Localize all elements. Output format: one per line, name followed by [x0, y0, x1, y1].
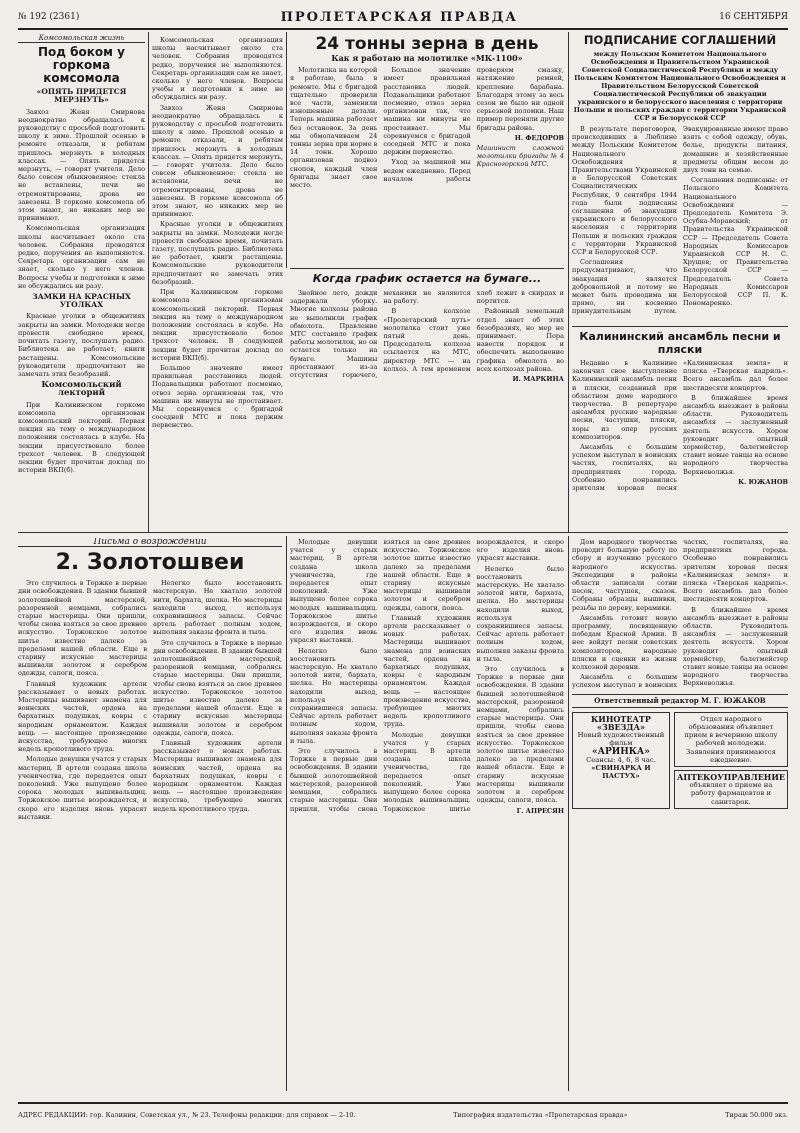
letters-cont4: Главный художник артели рассказывает о новых работах. Мастерицы вышивают знамена для воинских частей, ордена на бархатных подушках, ковры с народным орнаментом. Каждая вещь — настоящее произведение искусства, требующее многих недель кропотливого труда.: [383, 613, 471, 729]
letters-cont2: Нелегко было восстановить мастерскую. Не хватало золотой нити, бархата, шелка. Но мастерицы находили выход, используя сохранившиеся запасы. Сейчас артель работает полным ходом, выполняя заказы фронта и тыла.: [290, 646, 378, 745]
komsomol-cont-text2: Завхоз Женя Смирнова неоднократно обращалась к руководству с просьбой подготовить школу к зиме. Прошлой осенью в ремонте отказали, и ребятам пришлось мерзнуть в холодных классах. — Опять придется мерзнуть, — говорят учителя. Дело было совсем обыкновенное: стекла не вставлены, печи не отремонтированы, дрова не завезены. В горкоме комсомола об этом знают, но никаких мер не принимают.: [152, 103, 283, 219]
graph-text1: Знойное лето, дожди задержали уборку. Многие колхозы района не выполнили график обмолота. Правление МТС составило график работы молотилок, но он остается только на бумаге. Машины простаивают из-за отсутствия горючего, механики не являются на работу.: [290, 289, 471, 380]
letters-cont1: Молодые девушки учатся у старых мастериц. В артели создана школа ученичества, где передается опыт поколений. Уже выпущено более сорока молодых вышивальщиц. Торжокское шитье возрождается, и скоро его изделия вновь украсят выставки.: [290, 538, 378, 645]
grain-article: [290, 34, 564, 266]
cinema-ad: [572, 712, 670, 809]
graph-text3: Районный земельный отдел знает об этих безобразиях, но мер не принимает. Пора навести порядок и обеспечить выполнение графика обмолота во всех колхозах района.: [476, 307, 564, 373]
letters-signature: Г. АПРЕСЯН: [516, 806, 564, 815]
komsomol-cont-text: Комсомольская организация школы насчитывает около ста человек. Собрания проводятся редко, поручения не выполняются. Секретарь организации сам не знает, сколько у него членов. Вопросы учебы и подготовки к зиме не обсуждались ни разу.: [152, 36, 283, 102]
komsomol-cont-text5: Большое значение имеет правильная расстановка людей. Подавальщики работают посменно, отвоз зерна организован так, что машина ни минуты не простаивает. Мы соревнуемся с бригадой соседней МТС и пока держим первенство.: [152, 363, 283, 430]
grain-text3: Уход за машиной мы ведем ежедневно. Перед началом работы проверяем смазку, натяжение ремней, крепление барабана. Благодаря этому за весь сезон не было ни одной серьезной поломки. Наш пример переняли другие бригады района.: [383, 66, 564, 183]
ensemble-headline: Калининский ансамбль песни и пляски: [579, 330, 781, 356]
letters-cont5: Молодые девушки учатся у старых мастериц. В артели создана школа ученичества, где передается опыт поколений. Уже выпущено более сорока молодых вышивальщиц. Торжокское шитье возрождается, и скоро его изделия вновь украсят выставки.: [383, 538, 564, 813]
right-lower-text3: Ансамбль с большим успехом выступал в воинских частях, госпиталях, на предприятиях города. Особенно понравились зрителям хоровая песня «Калининская земля» и пляска «Тверская кадриль». Всего ансамбль дал более шестидесяти концертов.: [572, 538, 788, 690]
footer: [18, 1102, 788, 1126]
issue-date: 16 СЕНТЯБРЯ: [719, 12, 788, 22]
komsomol-kicker: Комсомольская жизнь: [18, 34, 145, 43]
komsomol-text2: Комсомольская организация школы насчитывает около ста человек. Собрания проводятся редко, поручения не выполняются. Секретарь организации сам не знает, сколько у него членов. Вопросы учебы и подготовки к зиме не обсуждались ни разу.: [18, 224, 145, 290]
right-lower-text4: В ближайшее время ансамбль выезжает в районы области. Руководитель ансамбля — заслуженный деятель искусств. Хором руководит опытный хормейстер, балетмейстер ставит новые танцы на основе народного творчества Верхневолжья.: [683, 605, 788, 688]
agreement-text2: Соглашения предусматривают, что эвакуация является добровольной и потому не может быть проводима ни прямо, ни косвенно принудительным путем. Эвакуированные имеют право взять с собой одежду, обувь, белье, продукты питания, домашние и хозяйственные предметы общим весом до двух тонн на семью.: [572, 125, 788, 316]
cinema-title: КИНОТЕАТР «ЗВЕЗДА»: [591, 713, 651, 733]
newspaper-title: ПРОЛЕТАРСКАЯ ПРАВДА: [280, 9, 518, 25]
cinema-film2: «СВИНАРКА И ПАСТУХ»: [591, 764, 651, 781]
komsomol-article: [18, 34, 145, 530]
notice-ad: [674, 712, 788, 767]
right-lower: [572, 538, 788, 1090]
right-lower-text1: Дом народного творчества проводит большую работу по сбору и изучению русского народного искусства. Экспедиции в районы области записали сотни песен, частушек, сказок. Собраны образцы вышивки, резьбы по дереву, керамики.: [572, 538, 677, 612]
agreement-lead: между Польским Комитетом Национального Освобождения и Правительством Украинской Советской Социалистической Республики и между Польским Комитетом Национального Освобождения и Правительством Белорусской Советской Социалистической Республики об эвакуации украинского и белорусского населения с территории Польши и польских граждан с территории Украинской ССР и Белорусской ССР: [573, 50, 787, 122]
letters-text-more: Это случилось в Торжке в первые дни освобождения. В здании бывшей золотошвейной мастерской, разоренной немцами, собрались старые мастерицы. Они пришли, чтобы снова взяться за свое древнее искусство. Торжокское золотое шитье известно далеко за пределами нашей области. Еще в старину искусные мастерицы вышивали золотом и серебром одежды, сапоги, пояса.: [153, 638, 282, 737]
ensemble-signature: К. ЮЖАНОВ: [738, 477, 788, 486]
letters-kicker: Письма о возрождении: [18, 538, 282, 547]
ensemble-text1: Недавно в Калинине закончил свое выступление Калининский ансамбль песни и пляски, созданный при областном доме народного творчества. В репертуаре ансамбля русские народные песни, частушки, пляски, хоры из опер русских композиторов.: [572, 359, 677, 441]
komsomol-cont-text3: Красные уголки в общежитиях закрыты на замки. Молодежи негде провести свободное время, почитать газету, послушать радио. Библиотека не работает, книги растащены. Комсомольские руководители предпочитают не замечать этих безобразий.: [152, 220, 283, 286]
letters-article: [18, 538, 282, 1090]
letters-text2: Главный художник артели рассказывает о новых работах. Мастерицы вышивают знамена для воинских частей, ордена на бархатных подушках, ковры с народным орнаментом. Каждая вещь — настоящее произведение искусства, требующее многих недель кропотливого труда.: [18, 679, 147, 754]
grain-subheadline: Как я работаю на молотилке «МК-1100»: [331, 53, 523, 63]
komsomol-sub3: Комсомольский лекторий: [41, 380, 122, 399]
komsomol-text1: Завхоз Женя Смирнова неоднократно обращалась к руководству с просьбой подготовить школу к зиме. Прошлой осенью в ремонте отказали, и ребятам пришлось мерзнуть в холодных классах. — Опять придется мерзнуть, — говорят учителя. Дело было совсем обыкновенное: стекла не вставлены, печи не отремонтированы, дрова не завезены. В горкоме комсомола об этом знают, но никаких мер не принимают.: [18, 107, 145, 223]
agreement-headline: ПОДПИСАНИЕ СОГЛАШЕНИЙ: [583, 34, 777, 47]
letters-text3: Молодые девушки учатся у старых мастериц. В артели создана школа ученичества, где передается опыт поколений. Уже выпущено более сорока молодых вышивальщиц. Торжокское шитье возрождается, и скоро его изделия вновь украсят выставки.: [18, 755, 147, 821]
agreement-article: [572, 34, 788, 324]
graph-signature: И. МАРКИНА: [512, 375, 564, 384]
ensemble-text3: В ближайшее время ансамбль выезжает в районы области. Руководитель ансамбля — заслуженный деятель искусств. Хором руководит опытный хормейстер, балетмейстер ставит новые танцы на основе народного творчества Верхневолжья.: [683, 393, 788, 476]
komsomol-headline: Под боком у горкома комсомола: [38, 45, 125, 86]
graph-article: [290, 272, 564, 530]
letters-cont6: Нелегко было восстановить мастерскую. Не хватало золотой нити, бархата, шелка. Но мастерицы находили выход, используя сохранившиеся запасы. Сейчас артель работает полным ходом, выполняя заказы фронта и тыла.: [476, 564, 564, 663]
footer-circulation: Тираж 50.000 экз.: [725, 1111, 788, 1119]
right-lower-text2: Ансамбль готовит новую программу, посвященную победам Красной Армии. В нее войдут песни советских композиторов, народные пляски и сценки из жизни колхозной деревни.: [572, 613, 677, 672]
komsomol-text3: Красные уголки в общежитиях закрыты на замки. Молодежи негде провести свободное время, почитать газету, послушать радио. Библиотека не работает, книги растащены. Комсомольские руководители предпочитают не замечать этих безобразий.: [18, 312, 145, 378]
letters-cont3: Это случилось в Торжке в первые дни освобождения. В здании бывшей золотошвейной мастерской, разоренной немцами, собрались старые мастерицы. Они пришли, чтобы снова взяться за свое древнее искусство. Торжокское золотое шитье известно далеко за пределами нашей области. Еще в старину искусные мастерицы вышивали золотом и серебром одежды, сапоги, пояса.: [290, 538, 471, 813]
masthead: [18, 6, 788, 30]
letters-text-more2: Главный художник артели рассказывает о новых работах. Мастерицы вышивают знамена для воинских частей, ордена на бархатных подушках, ковры с народным орнаментом. Каждая вещь — настоящее произведение искусства, требующее многих недель кропотливого труда.: [153, 739, 282, 813]
agreement-text1: В результате переговоров, происходивших в Люблине между Польским Комитетом Национального Освобождения и Правительствами Украинской и Белорусской Советских Социалистических Республик, 9 сентября 1944 года были подписаны соглашения об эвакуации украинского и белорусского населения с территории Польши и польских граждан с территории Украинской ССР и Белорусской ССР.: [572, 125, 677, 257]
shop-title: АПТЕКОУПРАВЛЕНИЕ: [676, 772, 785, 783]
komsomol-continued: [152, 36, 283, 530]
komsomol-sub2: ЗАМКИ НА КРАСНЫХ УГОЛКАХ: [32, 292, 131, 310]
shop-ad: [674, 770, 788, 809]
komsomol-cont-text4: При Калининском горкоме комсомола организован комсомольский лекторий. Первая лекция на тему о международном положении состоялась в клубе. На лекции присутствовало более трехсот человек. В следующей лекции будет прочитан доклад по истории ВКП(б).: [152, 288, 283, 362]
grain-signature: Н. ФЕДОРОВ: [514, 133, 564, 142]
footer-address: АДРЕС РЕДАКЦИИ: гор. Калинин, Советская ул., № 23. Телефоны редакции: для справок — 2-10.: [18, 1111, 356, 1119]
letters-continued: [290, 538, 564, 1090]
grain-text1: Молотилка на которой я работаю, была в ремонте. Мы с бригадой тщательно проверили все части, заменили изношенные детали. Теперь машина работает без остановок. За день мы обмолачиваем 24 тонны зерна при норме в 14 тонн. Хорошо организован подвоз снопов, каждый член бригады знает свое место.: [290, 66, 378, 190]
cinema-line: Новый художественный фильм: [577, 731, 665, 748]
letters-text1: Это случилось в Торжке в первые дни освобождения. В здании бывшей золотошвейной мастерской, разоренной немцами, собрались старые мастерицы. Они пришли, чтобы снова взяться за свое древнее искусство. Торжокское золотое шитье известно далеко за пределами нашей области. Еще в старину искусные мастерицы вышивали золотом и серебром одежды, сапоги, пояса.: [18, 579, 147, 678]
notice-text: Отдел народного образования объявляет прием в вечернюю школу рабочей молодежи. Заявления принимаются ежедневно.: [684, 714, 778, 764]
cinema-film: «АРИНКА»: [592, 746, 650, 757]
grain-signature-note: Машинист сложной молотилки бригады № 4 Красногорской МТС.: [476, 144, 564, 169]
editor-line: Ответственный редактор М. Г. ЮЖАКОВ: [572, 694, 788, 708]
ensemble-text2: Ансамбль с большим успехом выступал в воинских частях, госпиталях, на предприятиях города. Особенно понравились зрителям хоровая песня «Калининская земля» и пляска «Тверская кадриль». Всего ансамбль дал более шестидесяти концертов.: [572, 359, 788, 493]
ensemble-article: [572, 330, 788, 530]
issue-number: № 192 (2361): [18, 12, 80, 22]
komsomol-text4: При Калининском горкоме комсомола организован комсомольский лекторий. Первая лекция на тему о международном положении состоялась в клубе. На лекции присутствовало более трехсот человек. В следующей лекции будет прочитан доклад по истории ВКП(б).: [18, 400, 145, 475]
letters-headline: 2. Золотошвеи: [55, 550, 245, 576]
letters-text4: Нелегко было восстановить мастерскую. Не хватало золотой нити, бархата, шелка. Но мастерицы находили выход, используя сохранившиеся запасы. Сейчас артель работает полным ходом, выполняя заказы фронта и тыла.: [153, 579, 282, 637]
graph-text2: В колхозе «Пролетарский путь» молотилка стоит уже пятый день. Председатель колхоза ссылается на МТС, директор МТС — на колхоз. А тем временем хлеб лежит в скирдах и портится.: [383, 289, 564, 373]
letters-cont7: Это случилось в Торжке в первые дни освобождения. В здании бывшей золотошвейной мастерской, разоренной немцами, собрались старые мастерицы. Они пришли, чтобы снова взяться за свое древнее искусство. Торжокское золотое шитье известно далеко за пределами нашей области. Еще в старину искусные мастерицы вышивали золотом и серебром одежды, сапоги, пояса.: [476, 665, 564, 805]
grain-text2: Большое значение имеет правильная расстановка людей. Подавальщики работают посменно, отвоз зерна организован так, что машина ни минуты не простаивает. Мы соревнуемся с бригадой соседней МТС и пока держим первенство.: [383, 66, 471, 157]
graph-headline: Когда график остается на бумаге...: [312, 272, 542, 285]
cinema-times: Сеансы: 4, 6, 8 час.: [586, 755, 656, 764]
footer-print: Типография издательства «Пролетарская правда»: [453, 1111, 628, 1119]
agreement-text3: Соглашения подписаны: от Польского Комитета Национального Освобождения — Председатель Комитета Э. Осубка-Моравский; от Правительства Украинской ССР — Председатель Совета Народных Комиссаров Украинской ССР Н. С. Хрущев; от Правительства Белорусской ССР — Председатель Совета Народных Комиссаров Белорусской ССР П. К. Пономаренко.: [683, 176, 788, 308]
komsomol-sub1: «ОПЯТЬ ПРИДЕТСЯ МЕРЗНУТЬ»: [36, 87, 127, 105]
shop-text: объявляет о приеме на работу фармацевтов и санитарок.: [689, 781, 773, 806]
grain-headline: 24 тонны зерна в день: [315, 34, 539, 54]
